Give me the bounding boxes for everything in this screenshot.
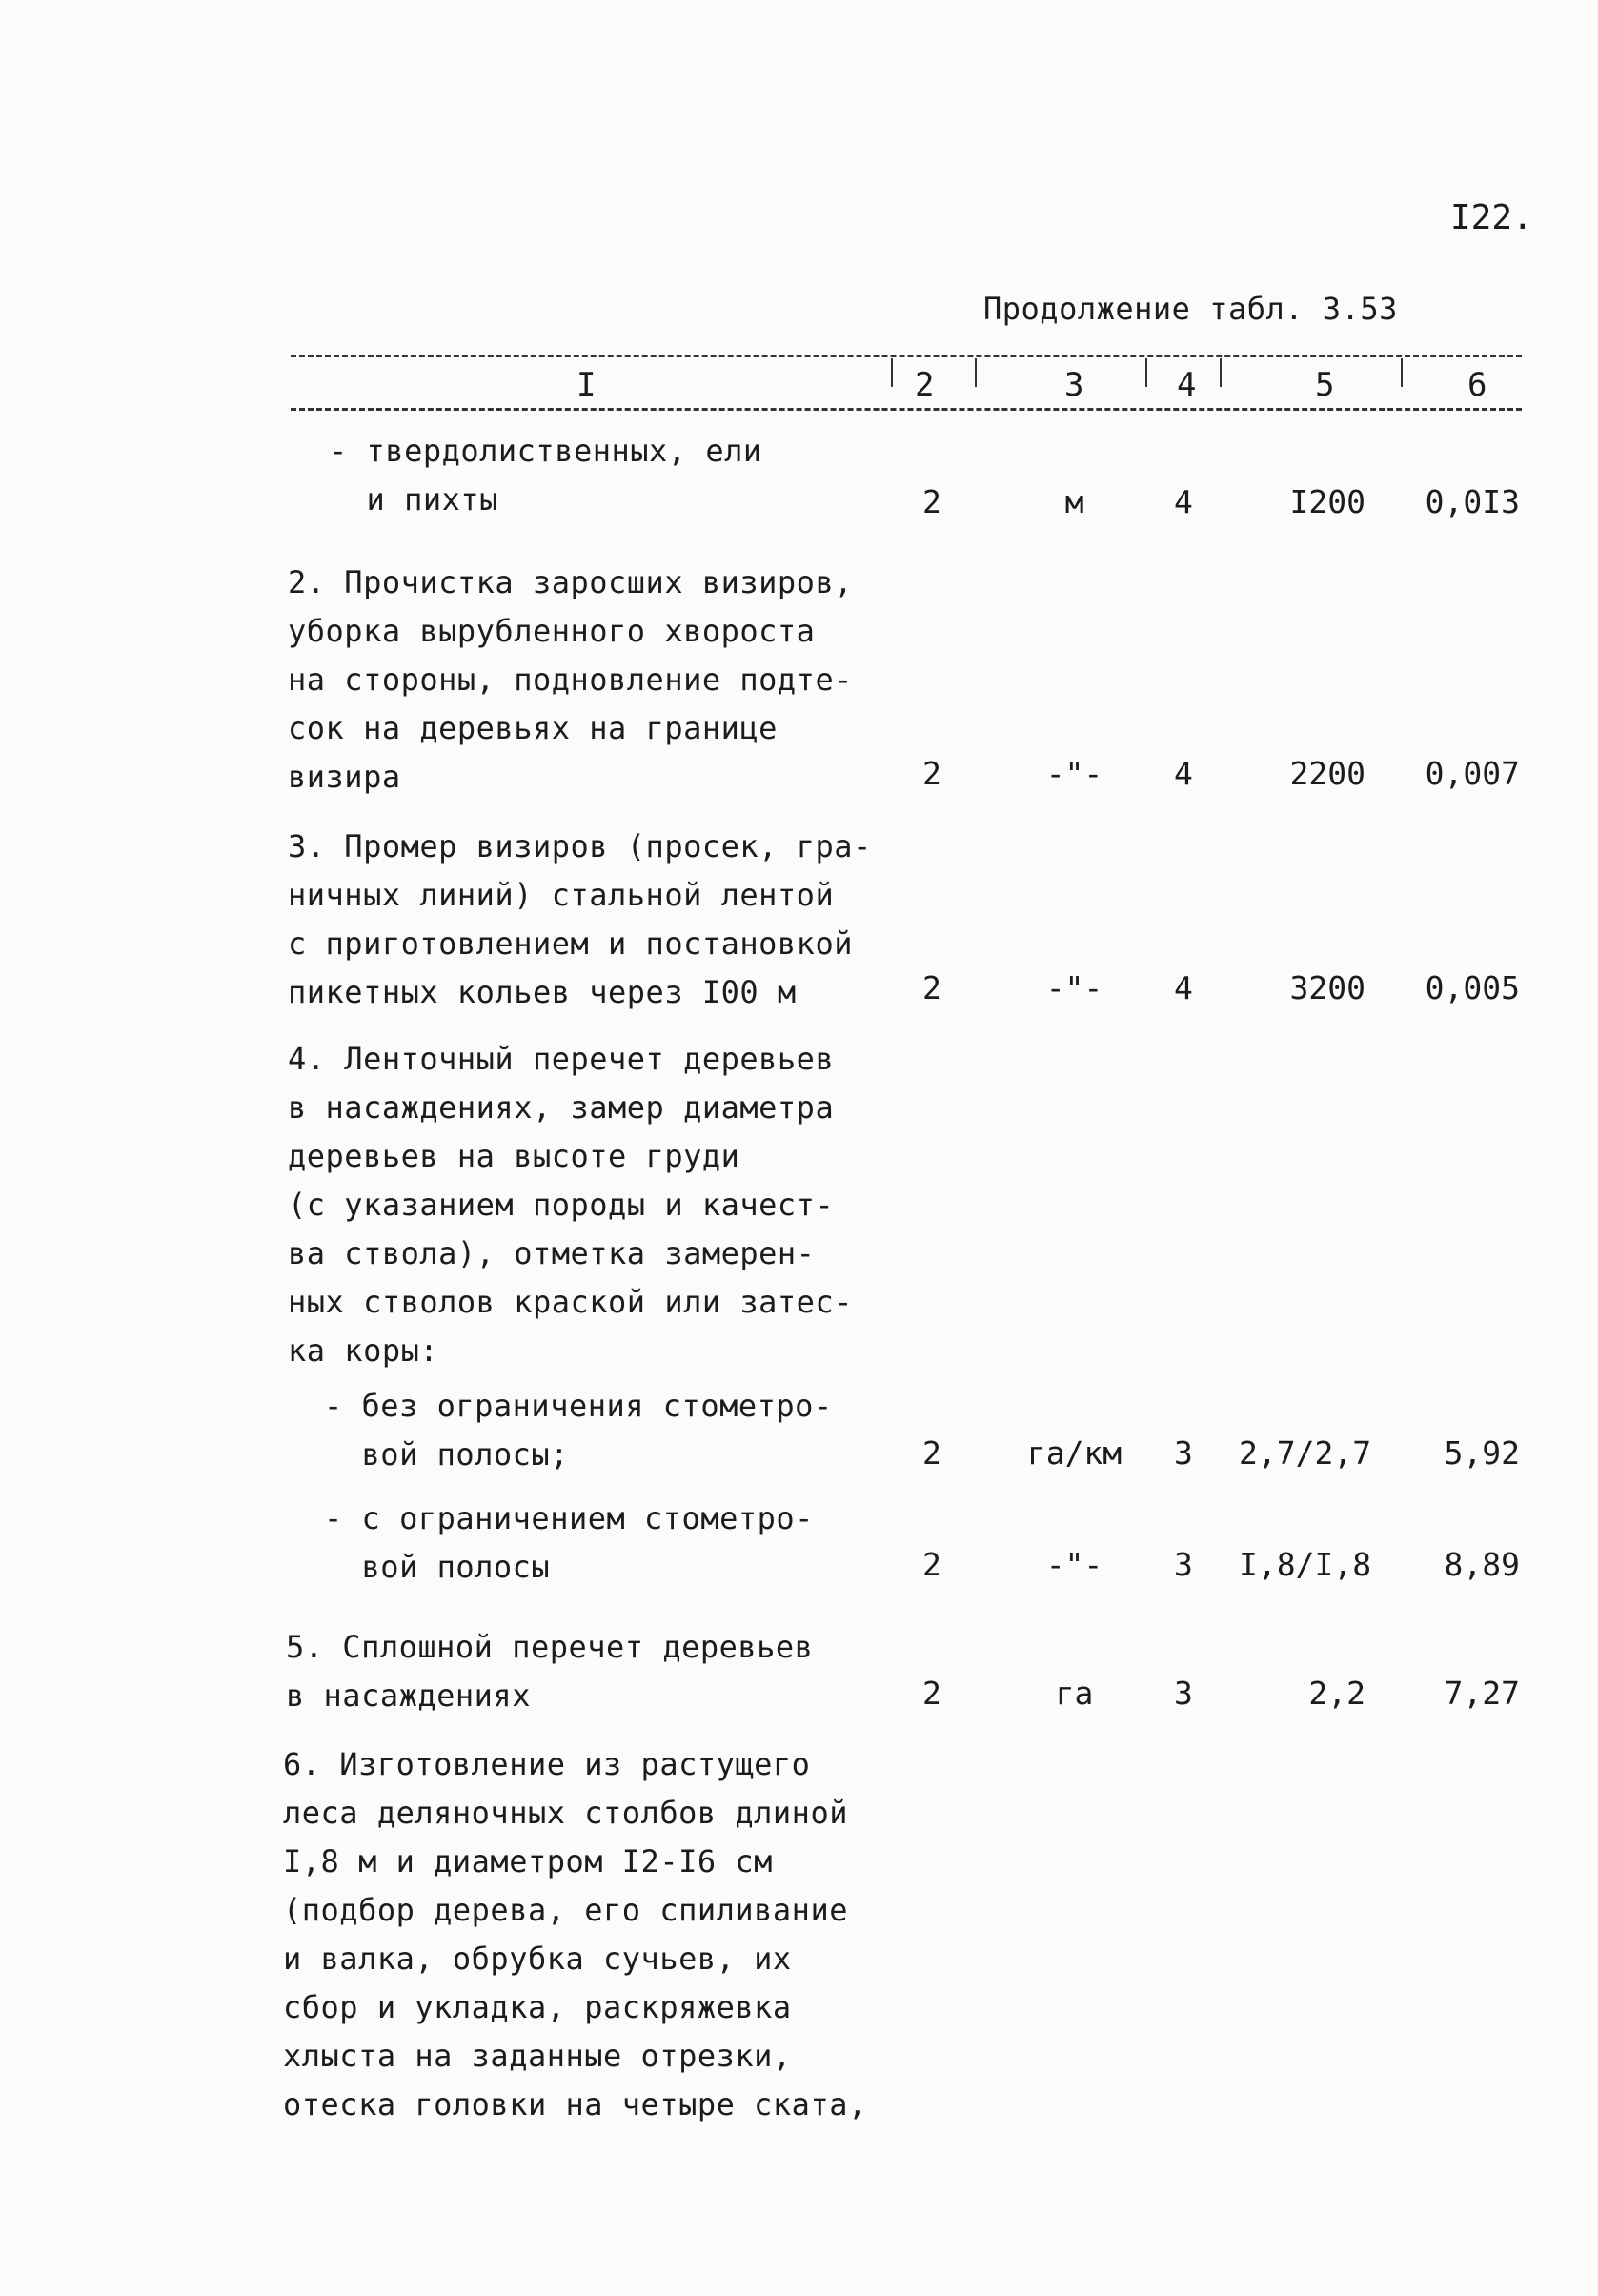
column-number-2: 2 (915, 366, 935, 404)
row-description: 3. Промер визиров (просек, гра- ничных линий) стальной лентой с приготовлением и постановкой пикетных кольев через I00 м (288, 828, 872, 1010)
row-description: - с ограничением стометро- вой полосы (324, 1500, 814, 1585)
table-caption: Продолжение табл. 3.53 (983, 291, 1398, 327)
row-value-col3: га (1055, 1675, 1094, 1712)
row-value-col3: -"- (1045, 755, 1103, 792)
column-separator (1401, 358, 1403, 387)
row-value-col5: 3200 (1289, 969, 1365, 1006)
row-value-col6: 0,005 (1425, 969, 1520, 1006)
row-value-col4: 3 (1174, 1434, 1193, 1472)
row-value-col4: 4 (1174, 483, 1193, 520)
row-value-col2: 2 (922, 969, 941, 1006)
row-value-col4: 3 (1174, 1675, 1193, 1712)
row-value-col6: 0,0I3 (1425, 483, 1520, 520)
table-header (291, 349, 1522, 416)
row-description: 6. Изготовление из растущего леса деляночных столбов длиной I,8 м и диаметром I2-I6 см (подбор дерева, его спиливание и валка, обрубка сучьев, их сбор и укладка, раскряжевка хлыста на заданные отрезки, отеска головки на четыре ската, (283, 1746, 867, 2123)
row-description: - твердолиственных, ели и пихты (329, 433, 762, 518)
row-value-col5: 2,7/2,7 (1239, 1434, 1372, 1472)
row-value-col5: I200 (1289, 483, 1365, 520)
column-separator (1220, 358, 1222, 387)
header-top-rule (291, 355, 1522, 357)
row-description: 2. Прочистка заросших визиров, уборка вырубленного хвороста на стороны, подновление подте- сок на деревьях на границе визира (288, 564, 853, 795)
row-value-col2: 2 (922, 1546, 941, 1583)
row-value-col4: 3 (1174, 1546, 1193, 1583)
row-value-col5: I,8/I,8 (1239, 1546, 1372, 1583)
row-value-col5: 2200 (1289, 755, 1365, 792)
row-value-col6: 8,89 (1444, 1546, 1520, 1583)
row-value-col3: га/км (1026, 1434, 1123, 1472)
row-description: 5. Сплошной перечет деревьев в насаждениях (286, 1629, 814, 1714)
row-value-col6: 7,27 (1444, 1675, 1520, 1712)
column-number-4: 4 (1177, 366, 1197, 404)
column-number-5: 5 (1315, 366, 1335, 404)
row-value-col4: 4 (1174, 969, 1193, 1006)
column-number-6: 6 (1467, 366, 1487, 404)
row-value-col5: 2,2 (1308, 1675, 1365, 1712)
row-value-col6: 5,92 (1444, 1434, 1520, 1472)
row-value-col6: 0,007 (1425, 755, 1520, 792)
column-number-3: 3 (1064, 366, 1084, 404)
row-value-col2: 2 (922, 1675, 941, 1712)
column-separator (891, 358, 893, 387)
row-description: - без ограничения стометро- вой полосы; (324, 1388, 833, 1473)
row-value-col3: -"- (1045, 1546, 1103, 1583)
row-value-col2: 2 (922, 483, 941, 520)
row-description: 4. Ленточный перечет деревьев в насаждениях, замер диаметра деревьев на высоте груди (с указанием породы и качест- ва ствола), отметка замерен- ных стволов краской или затес- ка коры: (288, 1041, 853, 1369)
page-number: I22. (1450, 198, 1533, 237)
row-value-col2: 2 (922, 755, 941, 792)
column-separator (1145, 358, 1147, 387)
row-value-col3: м (1064, 483, 1084, 520)
column-number-1: I (576, 366, 597, 404)
column-separator (975, 358, 977, 387)
row-value-col3: -"- (1045, 969, 1103, 1006)
row-value-col4: 4 (1174, 755, 1193, 792)
row-value-col2: 2 (922, 1434, 941, 1472)
header-bottom-rule (291, 408, 1522, 411)
